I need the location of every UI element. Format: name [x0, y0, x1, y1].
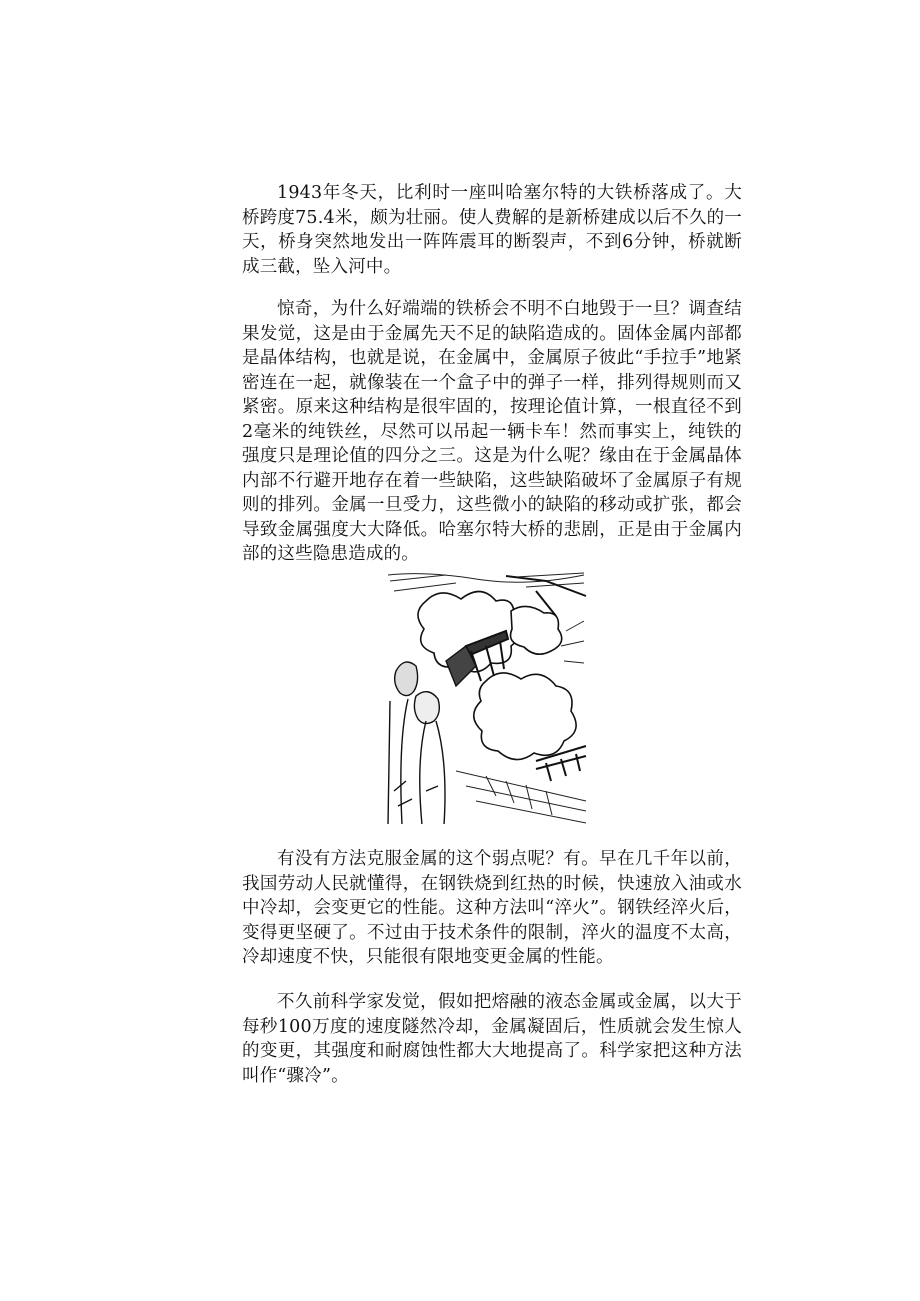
paragraph-bridge-collapse: 1943年冬天，比利时一座叫哈塞尔特的大铁桥落成了。大桥跨度75.4米，颇为壮丽。使人费解的是新桥建成以后不久的一天，桥身突然地发出一阵阵震耳的断裂声，不到6分钟，桥就断成三截，坠入河中。 — [242, 183, 742, 277]
paragraph-quenching: 有没有方法克服金属的这个弱点呢？有。早在几千年以前，我国劳动人民就懂得，在钢铁烧到红热的时候，快速放入油或水中冷却，会变更它的性能。这种方法叫“淬火”。钢铁经淬火后，变得更坚硬了。不过由于技术条件的限制，淬火的温度不太高，冷却速度不快，只能很有限地变更金属的性能。 — [242, 849, 742, 967]
paragraph-metal-defects: 惊奇，为什么好端端的铁桥会不明不白地毁于一旦？调查结果发觉，这是由于金属先天不足的缺陷造成的。固体金属内部都是晶体结构，也就是说，在金属中，金属原子彼此“手拉手”地紧密连在一起，就像装在一个盒子中的弹子一样，排列得规则而又紧密。原来这种结构是很牢固的，按理论值计算，一根直径不到2毫米的纯铁丝，尽然可以吊起一辆卡车！然而事实上，纯铁的强度只是理论值的四分之三。这是为什么呢？缘由在于金属晶体内部不行避开地存在着一些缺陷，这些缺陷破坏了金属原子有规则的排列。金属一旦受力，这些微小的缺陷的移动或扩张，都会导致金属强度大大降低。哈塞尔特大桥的悲剧，正是由于金属内部的这些隐患造成的。 — [242, 299, 742, 564]
paragraph-rapid-cooling: 不久前科学家发觉，假如把熔融的液态金属或金属，以大于每秒100万度的速度隧然冷却，金属凝固后，性质就会发生惊人的变更，其强度和耐腐蚀性都大大地提高了。科学家把这种方法叫作“骤冷”。 — [242, 992, 742, 1086]
illustration-bridge-collapse — [386, 571, 588, 825]
woodcut-illustration — [386, 571, 588, 825]
